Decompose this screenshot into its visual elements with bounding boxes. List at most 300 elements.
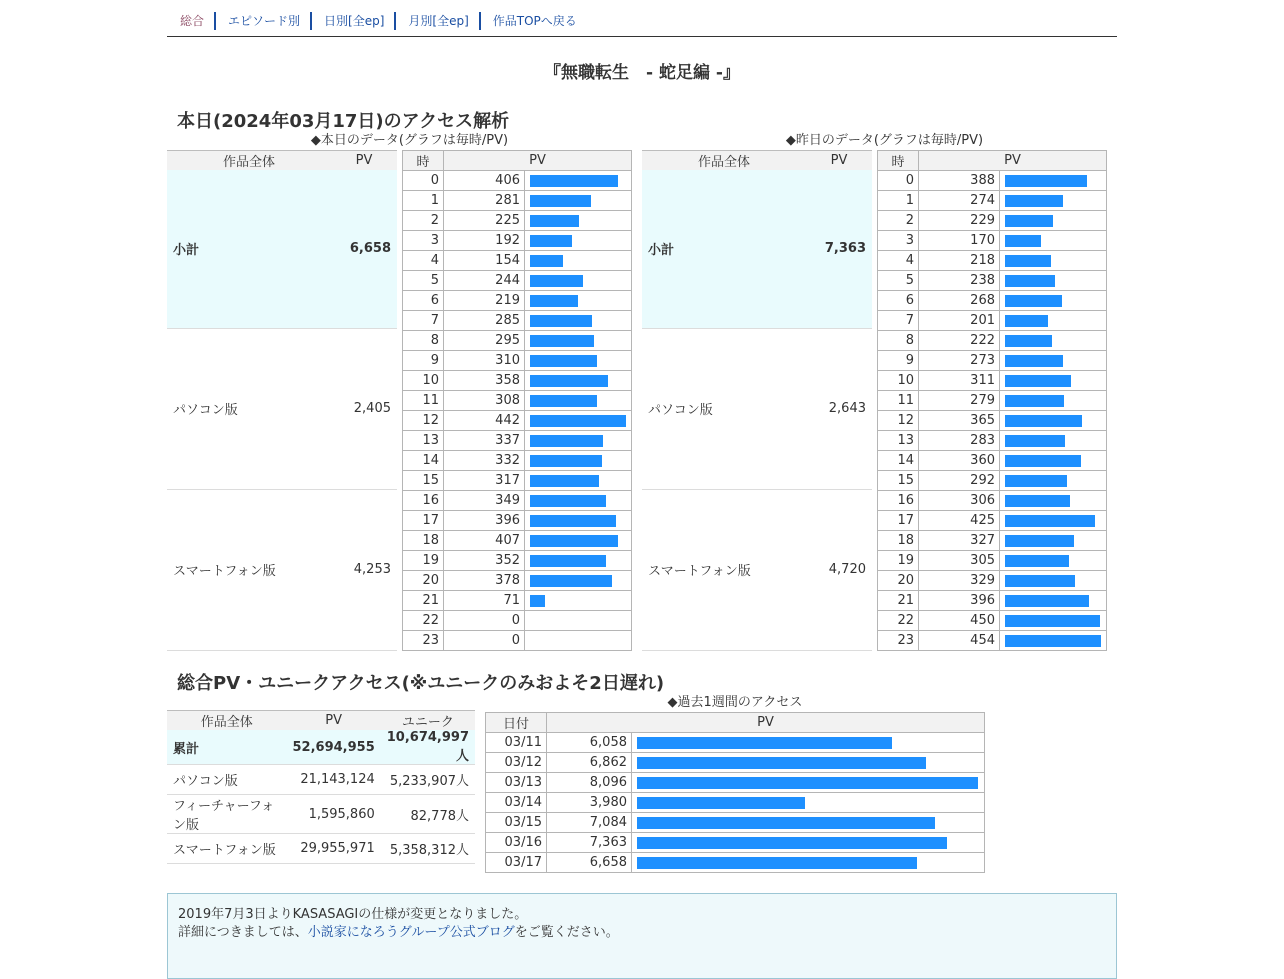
hourly-row bbox=[403, 591, 632, 611]
hourly-pv: 311 bbox=[919, 371, 1000, 391]
total-pv: 21,143,124 bbox=[287, 765, 381, 795]
hourly-bar-cell bbox=[1000, 451, 1107, 471]
hourly-row bbox=[878, 531, 1107, 551]
hourly-bar bbox=[1005, 315, 1048, 327]
hourly-pv: 396 bbox=[444, 511, 525, 531]
summary-label: スマートフォン版 bbox=[167, 489, 331, 650]
hourly-pv: 308 bbox=[444, 391, 525, 411]
weekly-bar bbox=[637, 777, 978, 789]
nav-monthly[interactable]: 月別[全ep] bbox=[394, 12, 478, 30]
hourly-hour: 2 bbox=[403, 211, 444, 231]
hourly-bar bbox=[1005, 275, 1055, 287]
hourly-bar bbox=[530, 575, 612, 587]
summary-row-subtotal bbox=[642, 170, 872, 328]
hourly-pv: 442 bbox=[444, 411, 525, 431]
summary-row-pc bbox=[642, 328, 872, 489]
hourly-pv: 349 bbox=[444, 491, 525, 511]
hourly-hour: 11 bbox=[878, 391, 919, 411]
hourly-bar bbox=[1005, 515, 1095, 527]
total-label: スマートフォン版 bbox=[167, 834, 287, 864]
summary-row-smartphone bbox=[642, 489, 872, 650]
hourly-hour: 9 bbox=[403, 351, 444, 371]
total-row-featurephone bbox=[167, 795, 475, 834]
weekly-pv: 6,862 bbox=[547, 753, 632, 773]
hourly-pv: 218 bbox=[919, 251, 1000, 271]
hourly-row bbox=[878, 591, 1107, 611]
today-panel bbox=[167, 133, 642, 651]
hourly-bar bbox=[530, 255, 563, 267]
hourly-bar-cell bbox=[525, 351, 632, 371]
hourly-row bbox=[878, 231, 1107, 251]
hourly-hour: 10 bbox=[878, 371, 919, 391]
total-label: パソコン版 bbox=[167, 765, 287, 795]
top-nav bbox=[167, 0, 1117, 37]
weekly-pv: 7,084 bbox=[547, 813, 632, 833]
hourly-row bbox=[878, 391, 1107, 411]
summary-row-pc bbox=[167, 328, 397, 489]
hourly-bar-cell bbox=[525, 531, 632, 551]
hourly-row bbox=[403, 171, 632, 191]
hourly-row bbox=[878, 371, 1107, 391]
hourly-hour: 22 bbox=[403, 611, 444, 631]
summary-header-pv: PV bbox=[331, 151, 397, 171]
hourly-hour: 23 bbox=[403, 631, 444, 651]
hourly-bar bbox=[530, 495, 606, 507]
today-hourly-body bbox=[403, 171, 632, 651]
hourly-hour: 20 bbox=[878, 571, 919, 591]
hourly-pv: 268 bbox=[919, 291, 1000, 311]
weekly-date: 03/13 bbox=[486, 773, 547, 793]
weekly-row bbox=[486, 833, 985, 853]
hourly-row bbox=[878, 411, 1107, 431]
hourly-bar-cell bbox=[1000, 411, 1107, 431]
summary-label: パソコン版 bbox=[642, 328, 806, 489]
hourly-hour: 16 bbox=[878, 491, 919, 511]
hourly-bar-cell bbox=[525, 211, 632, 231]
hourly-row bbox=[403, 631, 632, 651]
weekly-date: 03/11 bbox=[486, 733, 547, 753]
summary-label: 小計 bbox=[642, 170, 806, 328]
hourly-bar-cell bbox=[1000, 291, 1107, 311]
hourly-bar bbox=[1005, 395, 1064, 407]
hourly-bar-cell bbox=[525, 571, 632, 591]
hourly-bar bbox=[1005, 215, 1053, 227]
hourly-bar-cell bbox=[525, 471, 632, 491]
hourly-pv: 170 bbox=[919, 231, 1000, 251]
hourly-bar-cell bbox=[1000, 631, 1107, 651]
hourly-hour: 14 bbox=[878, 451, 919, 471]
hourly-bar bbox=[530, 395, 597, 407]
weekly-date: 03/12 bbox=[486, 753, 547, 773]
hourly-bar-cell bbox=[1000, 191, 1107, 211]
hourly-bar bbox=[530, 415, 626, 427]
hourly-hour: 17 bbox=[403, 511, 444, 531]
hourly-bar bbox=[1005, 375, 1071, 387]
weekly-bar bbox=[637, 737, 892, 749]
hourly-bar bbox=[1005, 235, 1041, 247]
summary-label: スマートフォン版 bbox=[642, 489, 806, 650]
total-row-pc bbox=[167, 765, 475, 795]
hourly-row bbox=[878, 611, 1107, 631]
hourly-bar bbox=[530, 315, 592, 327]
summary-header-work: 作品全体 bbox=[642, 151, 806, 171]
hourly-pv: 281 bbox=[444, 191, 525, 211]
hourly-pv: 317 bbox=[444, 471, 525, 491]
hourly-row bbox=[878, 471, 1107, 491]
hourly-bar bbox=[1005, 335, 1052, 347]
official-blog-link[interactable]: 小説家になろうグループ公式ブログ bbox=[307, 925, 515, 940]
total-unique: 5,233,907人 bbox=[381, 765, 475, 795]
hourly-hour: 13 bbox=[403, 431, 444, 451]
hourly-bar bbox=[1005, 195, 1063, 207]
hourly-hour: 8 bbox=[878, 331, 919, 351]
hourly-bar bbox=[1005, 495, 1070, 507]
hourly-row bbox=[403, 371, 632, 391]
weekly-caption: ◆過去1週間のアクセス bbox=[667, 695, 803, 710]
hourly-bar-cell bbox=[525, 391, 632, 411]
hourly-bar-cell bbox=[525, 251, 632, 271]
hourly-pv: 425 bbox=[919, 511, 1000, 531]
hourly-bar bbox=[530, 475, 599, 487]
weekly-date: 03/17 bbox=[486, 853, 547, 873]
hourly-bar-cell bbox=[525, 591, 632, 611]
total-pv: 52,694,955 bbox=[287, 730, 381, 765]
hourly-pv: 0 bbox=[444, 631, 525, 651]
nav-overview[interactable]: 総合 bbox=[180, 14, 205, 28]
weekly-date: 03/15 bbox=[486, 813, 547, 833]
hourly-row bbox=[878, 291, 1107, 311]
hourly-hour: 4 bbox=[403, 251, 444, 271]
hourly-bar-cell bbox=[525, 231, 632, 251]
hourly-hour: 14 bbox=[403, 451, 444, 471]
hourly-hour: 4 bbox=[878, 251, 919, 271]
hourly-hour: 1 bbox=[878, 191, 919, 211]
hourly-hour: 8 bbox=[403, 331, 444, 351]
weekly-row bbox=[486, 733, 985, 753]
hourly-row bbox=[878, 351, 1107, 371]
yesterday-hourly-table bbox=[877, 150, 1107, 651]
hourly-hour: 13 bbox=[878, 431, 919, 451]
hourly-hour: 19 bbox=[878, 551, 919, 571]
hourly-bar-cell bbox=[1000, 551, 1107, 571]
notice-suffix: をご覧ください。 bbox=[514, 925, 619, 940]
hourly-pv: 283 bbox=[919, 431, 1000, 451]
total-summary-table bbox=[167, 710, 475, 864]
hourly-row bbox=[403, 331, 632, 351]
hourly-row bbox=[878, 571, 1107, 591]
hourly-bar bbox=[1005, 615, 1100, 627]
hourly-pv: 0 bbox=[444, 611, 525, 631]
weekly-pv: 3,980 bbox=[547, 793, 632, 813]
hourly-bar-cell bbox=[1000, 211, 1107, 231]
hourly-bar-cell bbox=[525, 451, 632, 471]
hourly-bar-cell bbox=[525, 271, 632, 291]
hourly-row bbox=[403, 531, 632, 551]
hourly-bar-cell bbox=[1000, 571, 1107, 591]
total-section-title: 総合PV・ユニークアクセス(※ユニークのみおよそ2日遅れ) bbox=[177, 673, 665, 694]
summary-value: 7,363 bbox=[806, 170, 872, 328]
weekly-bar bbox=[637, 817, 935, 829]
hourly-pv: 292 bbox=[919, 471, 1000, 491]
hourly-hour: 22 bbox=[878, 611, 919, 631]
summary-value: 2,643 bbox=[806, 328, 872, 489]
weekly-bar bbox=[637, 837, 947, 849]
today-hourly-table bbox=[402, 150, 632, 651]
hourly-pv: 360 bbox=[919, 451, 1000, 471]
hourly-pv: 306 bbox=[919, 491, 1000, 511]
hourly-bar-cell bbox=[525, 171, 632, 191]
hourly-bar-cell bbox=[525, 311, 632, 331]
hourly-pv: 454 bbox=[919, 631, 1000, 651]
hourly-row bbox=[403, 351, 632, 371]
hourly-bar-cell bbox=[1000, 511, 1107, 531]
total-pv: 29,955,971 bbox=[287, 834, 381, 864]
hourly-pv: 229 bbox=[919, 211, 1000, 231]
hourly-row bbox=[403, 251, 632, 271]
hourly-pv: 352 bbox=[444, 551, 525, 571]
hourly-bar bbox=[1005, 415, 1082, 427]
hourly-bar bbox=[530, 515, 616, 527]
nav-by-episode[interactable]: エピソード別 bbox=[214, 12, 310, 30]
hourly-bar-cell bbox=[1000, 171, 1107, 191]
hourly-pv: 378 bbox=[444, 571, 525, 591]
hourly-pv: 310 bbox=[444, 351, 525, 371]
hourly-row bbox=[878, 251, 1107, 271]
hourly-hour: 0 bbox=[403, 171, 444, 191]
hourly-hour: 18 bbox=[878, 531, 919, 551]
hourly-pv: 273 bbox=[919, 351, 1000, 371]
hourly-bar-cell bbox=[1000, 431, 1107, 451]
total-pv: 1,595,860 bbox=[287, 795, 381, 834]
hourly-bar bbox=[530, 375, 608, 387]
total-header-work: 作品全体 bbox=[167, 711, 287, 731]
hourly-hour: 1 bbox=[403, 191, 444, 211]
weekly-row bbox=[486, 773, 985, 793]
today-panels bbox=[167, 133, 1117, 651]
total-row-smartphone bbox=[167, 834, 475, 864]
weekly-body bbox=[486, 733, 985, 873]
hourly-header-pv: PV bbox=[919, 151, 1107, 171]
today-caption: ◆本日のデータ(グラフは毎時/PV) bbox=[310, 133, 509, 148]
page-container bbox=[167, 0, 1117, 979]
weekly-bar bbox=[637, 757, 926, 769]
hourly-bar bbox=[530, 295, 578, 307]
hourly-bar-cell bbox=[525, 431, 632, 451]
hourly-pv: 244 bbox=[444, 271, 525, 291]
hourly-pv: 396 bbox=[919, 591, 1000, 611]
hourly-row bbox=[878, 551, 1107, 571]
hourly-row bbox=[878, 451, 1107, 471]
hourly-row bbox=[403, 571, 632, 591]
weekly-row bbox=[486, 853, 985, 873]
hourly-pv: 274 bbox=[919, 191, 1000, 211]
hourly-pv: 295 bbox=[444, 331, 525, 351]
hourly-bar bbox=[1005, 535, 1074, 547]
hourly-pv: 201 bbox=[919, 311, 1000, 331]
summary-value: 4,253 bbox=[331, 489, 397, 650]
weekly-bar-cell bbox=[632, 833, 985, 853]
hourly-bar bbox=[1005, 575, 1075, 587]
hourly-bar bbox=[1005, 295, 1062, 307]
hourly-row bbox=[878, 171, 1107, 191]
hourly-row bbox=[878, 511, 1107, 531]
hourly-pv: 329 bbox=[919, 571, 1000, 591]
weekly-date: 03/14 bbox=[486, 793, 547, 813]
hourly-bar-cell bbox=[1000, 311, 1107, 331]
hourly-bar bbox=[530, 435, 603, 447]
hourly-bar bbox=[1005, 175, 1087, 187]
hourly-hour: 3 bbox=[878, 231, 919, 251]
weekly-bar-cell bbox=[632, 753, 985, 773]
hourly-hour: 19 bbox=[403, 551, 444, 571]
hourly-bar-cell bbox=[525, 491, 632, 511]
hourly-hour: 3 bbox=[403, 231, 444, 251]
hourly-row bbox=[878, 631, 1107, 651]
summary-header-work: 作品全体 bbox=[167, 151, 331, 171]
hourly-bar-cell bbox=[525, 631, 632, 651]
hourly-bar-cell bbox=[525, 611, 632, 631]
hourly-header-hour: 時 bbox=[403, 151, 444, 171]
notice-box bbox=[167, 893, 1117, 979]
hourly-hour: 5 bbox=[403, 271, 444, 291]
hourly-hour: 7 bbox=[403, 311, 444, 331]
hourly-pv: 406 bbox=[444, 171, 525, 191]
hourly-pv: 222 bbox=[919, 331, 1000, 351]
hourly-bar bbox=[1005, 455, 1081, 467]
hourly-bar-cell bbox=[1000, 271, 1107, 291]
hourly-hour: 15 bbox=[403, 471, 444, 491]
hourly-hour: 11 bbox=[403, 391, 444, 411]
hourly-bar-cell bbox=[1000, 331, 1107, 351]
hourly-row bbox=[403, 551, 632, 571]
hourly-bar bbox=[1005, 475, 1067, 487]
hourly-bar bbox=[530, 535, 618, 547]
today-section-title: 本日(2024年03月17日)のアクセス解析 bbox=[177, 111, 510, 132]
hourly-bar bbox=[530, 215, 579, 227]
hourly-pv: 238 bbox=[919, 271, 1000, 291]
hourly-pv: 332 bbox=[444, 451, 525, 471]
hourly-hour: 21 bbox=[403, 591, 444, 611]
hourly-pv: 285 bbox=[444, 311, 525, 331]
total-header-pv: PV bbox=[287, 711, 381, 731]
hourly-row bbox=[403, 231, 632, 251]
hourly-bar-cell bbox=[1000, 251, 1107, 271]
hourly-bar-cell bbox=[525, 371, 632, 391]
hourly-hour: 16 bbox=[403, 491, 444, 511]
hourly-hour: 5 bbox=[878, 271, 919, 291]
weekly-row bbox=[486, 753, 985, 773]
hourly-hour: 23 bbox=[878, 631, 919, 651]
weekly-header-date: 日付 bbox=[486, 713, 547, 733]
hourly-bar-cell bbox=[525, 191, 632, 211]
yesterday-panel bbox=[642, 133, 1117, 651]
hourly-bar bbox=[530, 235, 572, 247]
today-summary-table bbox=[167, 150, 397, 651]
hourly-bar bbox=[530, 355, 597, 367]
hourly-bar-cell bbox=[1000, 531, 1107, 551]
hourly-hour: 6 bbox=[403, 291, 444, 311]
hourly-bar-cell bbox=[1000, 391, 1107, 411]
weekly-bar bbox=[637, 857, 917, 869]
hourly-bar bbox=[530, 455, 602, 467]
nav-daily[interactable]: 日別[全ep] bbox=[310, 12, 394, 30]
total-unique: 82,778人 bbox=[381, 795, 475, 834]
hourly-bar bbox=[530, 595, 545, 607]
hourly-bar-cell bbox=[525, 291, 632, 311]
weekly-header-pv: PV bbox=[547, 713, 985, 733]
hourly-header-pv: PV bbox=[444, 151, 632, 171]
weekly-pv: 6,658 bbox=[547, 853, 632, 873]
hourly-pv: 337 bbox=[444, 431, 525, 451]
hourly-bar bbox=[1005, 555, 1069, 567]
hourly-bar-cell bbox=[1000, 471, 1107, 491]
hourly-pv: 407 bbox=[444, 531, 525, 551]
weekly-pv: 8,096 bbox=[547, 773, 632, 793]
notice-prefix: 詳細につきましては、 bbox=[178, 925, 308, 940]
hourly-row bbox=[403, 451, 632, 471]
hourly-hour: 15 bbox=[878, 471, 919, 491]
hourly-hour: 12 bbox=[878, 411, 919, 431]
summary-row-subtotal bbox=[167, 170, 397, 328]
weekly-date: 03/16 bbox=[486, 833, 547, 853]
hourly-pv: 305 bbox=[919, 551, 1000, 571]
nav-back-to-top[interactable]: 作品TOPへ戻る bbox=[479, 12, 587, 30]
hourly-hour: 6 bbox=[878, 291, 919, 311]
hourly-row bbox=[403, 311, 632, 331]
summary-label: 小計 bbox=[167, 170, 331, 328]
hourly-row bbox=[403, 471, 632, 491]
weekly-bar-cell bbox=[632, 773, 985, 793]
hourly-hour: 7 bbox=[878, 311, 919, 331]
hourly-row bbox=[403, 491, 632, 511]
hourly-bar bbox=[1005, 255, 1051, 267]
hourly-bar bbox=[1005, 355, 1063, 367]
hourly-bar-cell bbox=[1000, 491, 1107, 511]
hourly-row bbox=[403, 191, 632, 211]
weekly-bar-cell bbox=[632, 813, 985, 833]
weekly-row bbox=[486, 793, 985, 813]
hourly-row bbox=[403, 391, 632, 411]
hourly-pv: 71 bbox=[444, 591, 525, 611]
hourly-row bbox=[403, 411, 632, 431]
summary-header-pv: PV bbox=[806, 151, 872, 171]
weekly-bar-cell bbox=[632, 853, 985, 873]
weekly-pv: 7,363 bbox=[547, 833, 632, 853]
hourly-pv: 219 bbox=[444, 291, 525, 311]
yesterday-caption: ◆昨日のデータ(グラフは毎時/PV) bbox=[785, 133, 984, 148]
work-title: 『無職転生 - 蛇足編 -』 bbox=[544, 63, 740, 83]
weekly-table bbox=[485, 712, 985, 873]
hourly-hour: 12 bbox=[403, 411, 444, 431]
total-label: 累計 bbox=[167, 730, 287, 765]
hourly-pv: 279 bbox=[919, 391, 1000, 411]
total-unique: 5,358,312人 bbox=[381, 834, 475, 864]
hourly-pv: 388 bbox=[919, 171, 1000, 191]
hourly-row bbox=[403, 291, 632, 311]
hourly-bar-cell bbox=[1000, 371, 1107, 391]
yesterday-summary-table bbox=[642, 150, 872, 651]
weekly-bar bbox=[637, 797, 805, 809]
summary-row-smartphone bbox=[167, 489, 397, 650]
summary-label: パソコン版 bbox=[167, 328, 331, 489]
hourly-hour: 0 bbox=[878, 171, 919, 191]
total-header-unique: ユニーク bbox=[381, 711, 475, 731]
hourly-row bbox=[878, 311, 1107, 331]
hourly-bar-cell bbox=[1000, 231, 1107, 251]
hourly-bar bbox=[1005, 435, 1065, 447]
hourly-row bbox=[878, 331, 1107, 351]
hourly-row bbox=[403, 211, 632, 231]
